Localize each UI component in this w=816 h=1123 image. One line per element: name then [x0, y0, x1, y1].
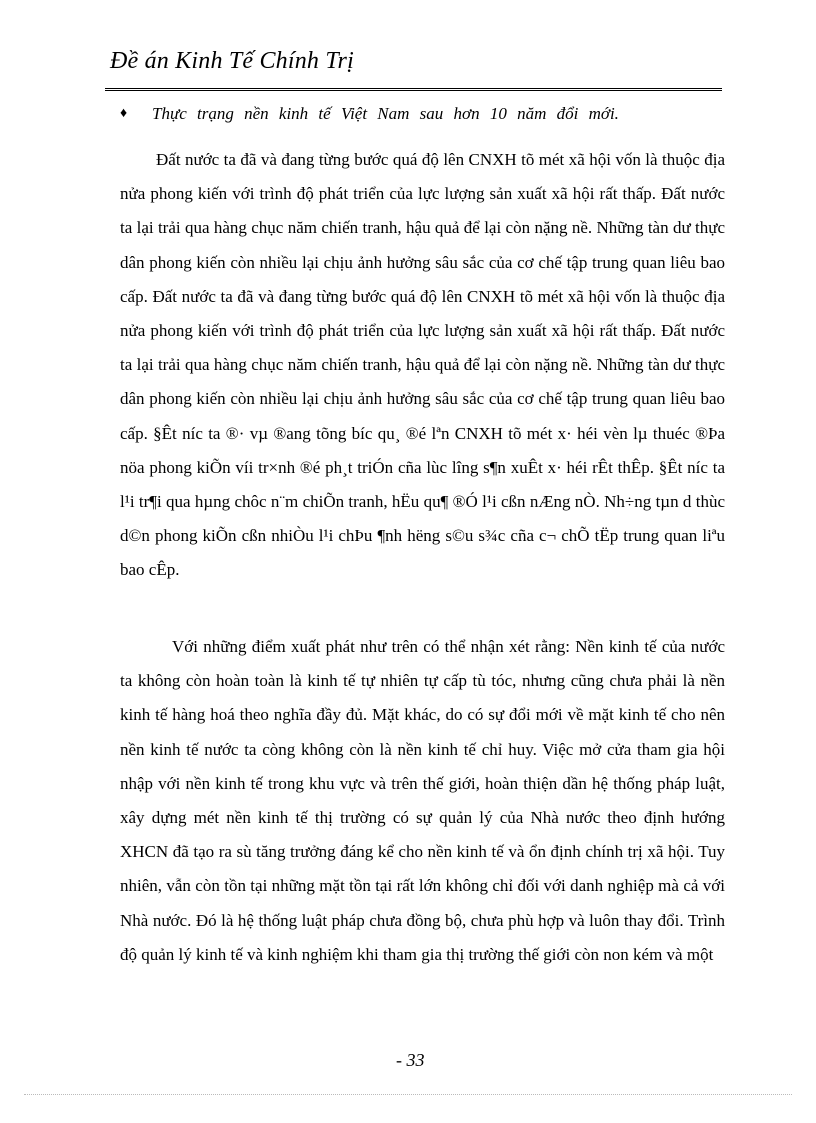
page-number: - 33 [396, 1050, 425, 1070]
header-divider [105, 88, 722, 91]
paragraph-2: Với những điểm xuất phát như trên có thể nhận xét rằng: Nền kinh tế của nước ta không còn hoàn toàn là kinh tế tự nhiên tự cấp tù tóc, nhưng cũng chưa phải là nền kinh tế hàng hoá theo nghĩa đầy đủ. Mặt khác, do có sự đổi mới về mặt kinh tế cho nên nền kinh tế nước ta còng không còn là nền kinh tế chỉ huy. Việc mở cửa tham gia hội nhập với nền kinh tế trong khu vực và trên thế giới, hoàn thiện dần hệ thống pháp luật, xây dựng mét nền kinh tế thị trường có sự quản lý của Nhà nước theo định hướng XHCN đã tạo ra sù tăng trưởng đáng kể cho nền kinh tế và ổn định chính trị xã hội. Tuy nhiên, vẫn còn tồn tại những mặt tồn tại rất lớn không chỉ đối với danh nghiệp mà cả với Nhà nước. Đó là hệ thống luật pháp chưa đồng bộ, chưa phù hợp và luôn thay đổi. Trình độ quản lý kinh tế và kinh nghiệm khi tham gia thị trường thế giới còn non kém và một [120, 637, 725, 964]
section-heading-text: Thực trạng nền kinh tế Việt Nam sau hơn 10 năm đổi mới. [152, 104, 619, 123]
diamond-bullet-icon: ♦ [120, 106, 128, 121]
page-header-title: Đề án Kinh Tế Chính Trị [110, 48, 354, 74]
section-heading [120, 104, 725, 124]
paragraph-1: Đất nước ta đã và đang từng bước quá độ lên CNXH tõ mét xã hội vốn là thuộc địa nửa phong kiến với trình độ phát triển của lực lượng sản xuất xã hội rất thấp. Đất nước ta lại trải qua hàng chục năm chiến tranh, hậu quả để lại còn nặng nề. Những tàn dư thực dân phong kiến còn nhiều lại chịu ảnh hưởng sâu sắc của cơ chế tập trung quan liêu bao cấp. Đất nước ta đã và đang từng bước quá độ lên CNXH tõ mét xã hội vốn là thuộc địa nửa phong kiến với trình độ phát triển của lực lượng sản xuất xã hội rất thấp. Đất nước ta lại trải qua hàng chục năm chiến tranh, hậu quả để lại còn nặng nề. Những tàn dư thực dân phong kiến còn nhiều lại chịu ảnh hưởng sâu sắc của cơ chế tập trung quan liêu bao cấp. §Êt níc ta ®· vµ ®ang tõng bíc qu¸ ®é lªn CNXH tõ mét x· héi vèn lµ thuéc ®Þa nöa phong kiÕn víi tr×nh ®é ph¸t triÓn cña lùc lîng s¶n xuÊt x· héi rÊt thÊp. §Êt níc ta l¹i tr¶i qua hµng chôc n¨m chiÕn tranh, hËu qu¶ ®Ó l¹i cßn nÆng nÒ. Nh÷ng tµn d thùc d©n phong kiÕn cßn nhiÒu l¹i chÞu ¶nh hëng s©u s¾c cña c¬ chÕ tËp trung quan liªu bao cÊp. [120, 150, 725, 580]
page-bottom-divider [24, 1094, 792, 1095]
